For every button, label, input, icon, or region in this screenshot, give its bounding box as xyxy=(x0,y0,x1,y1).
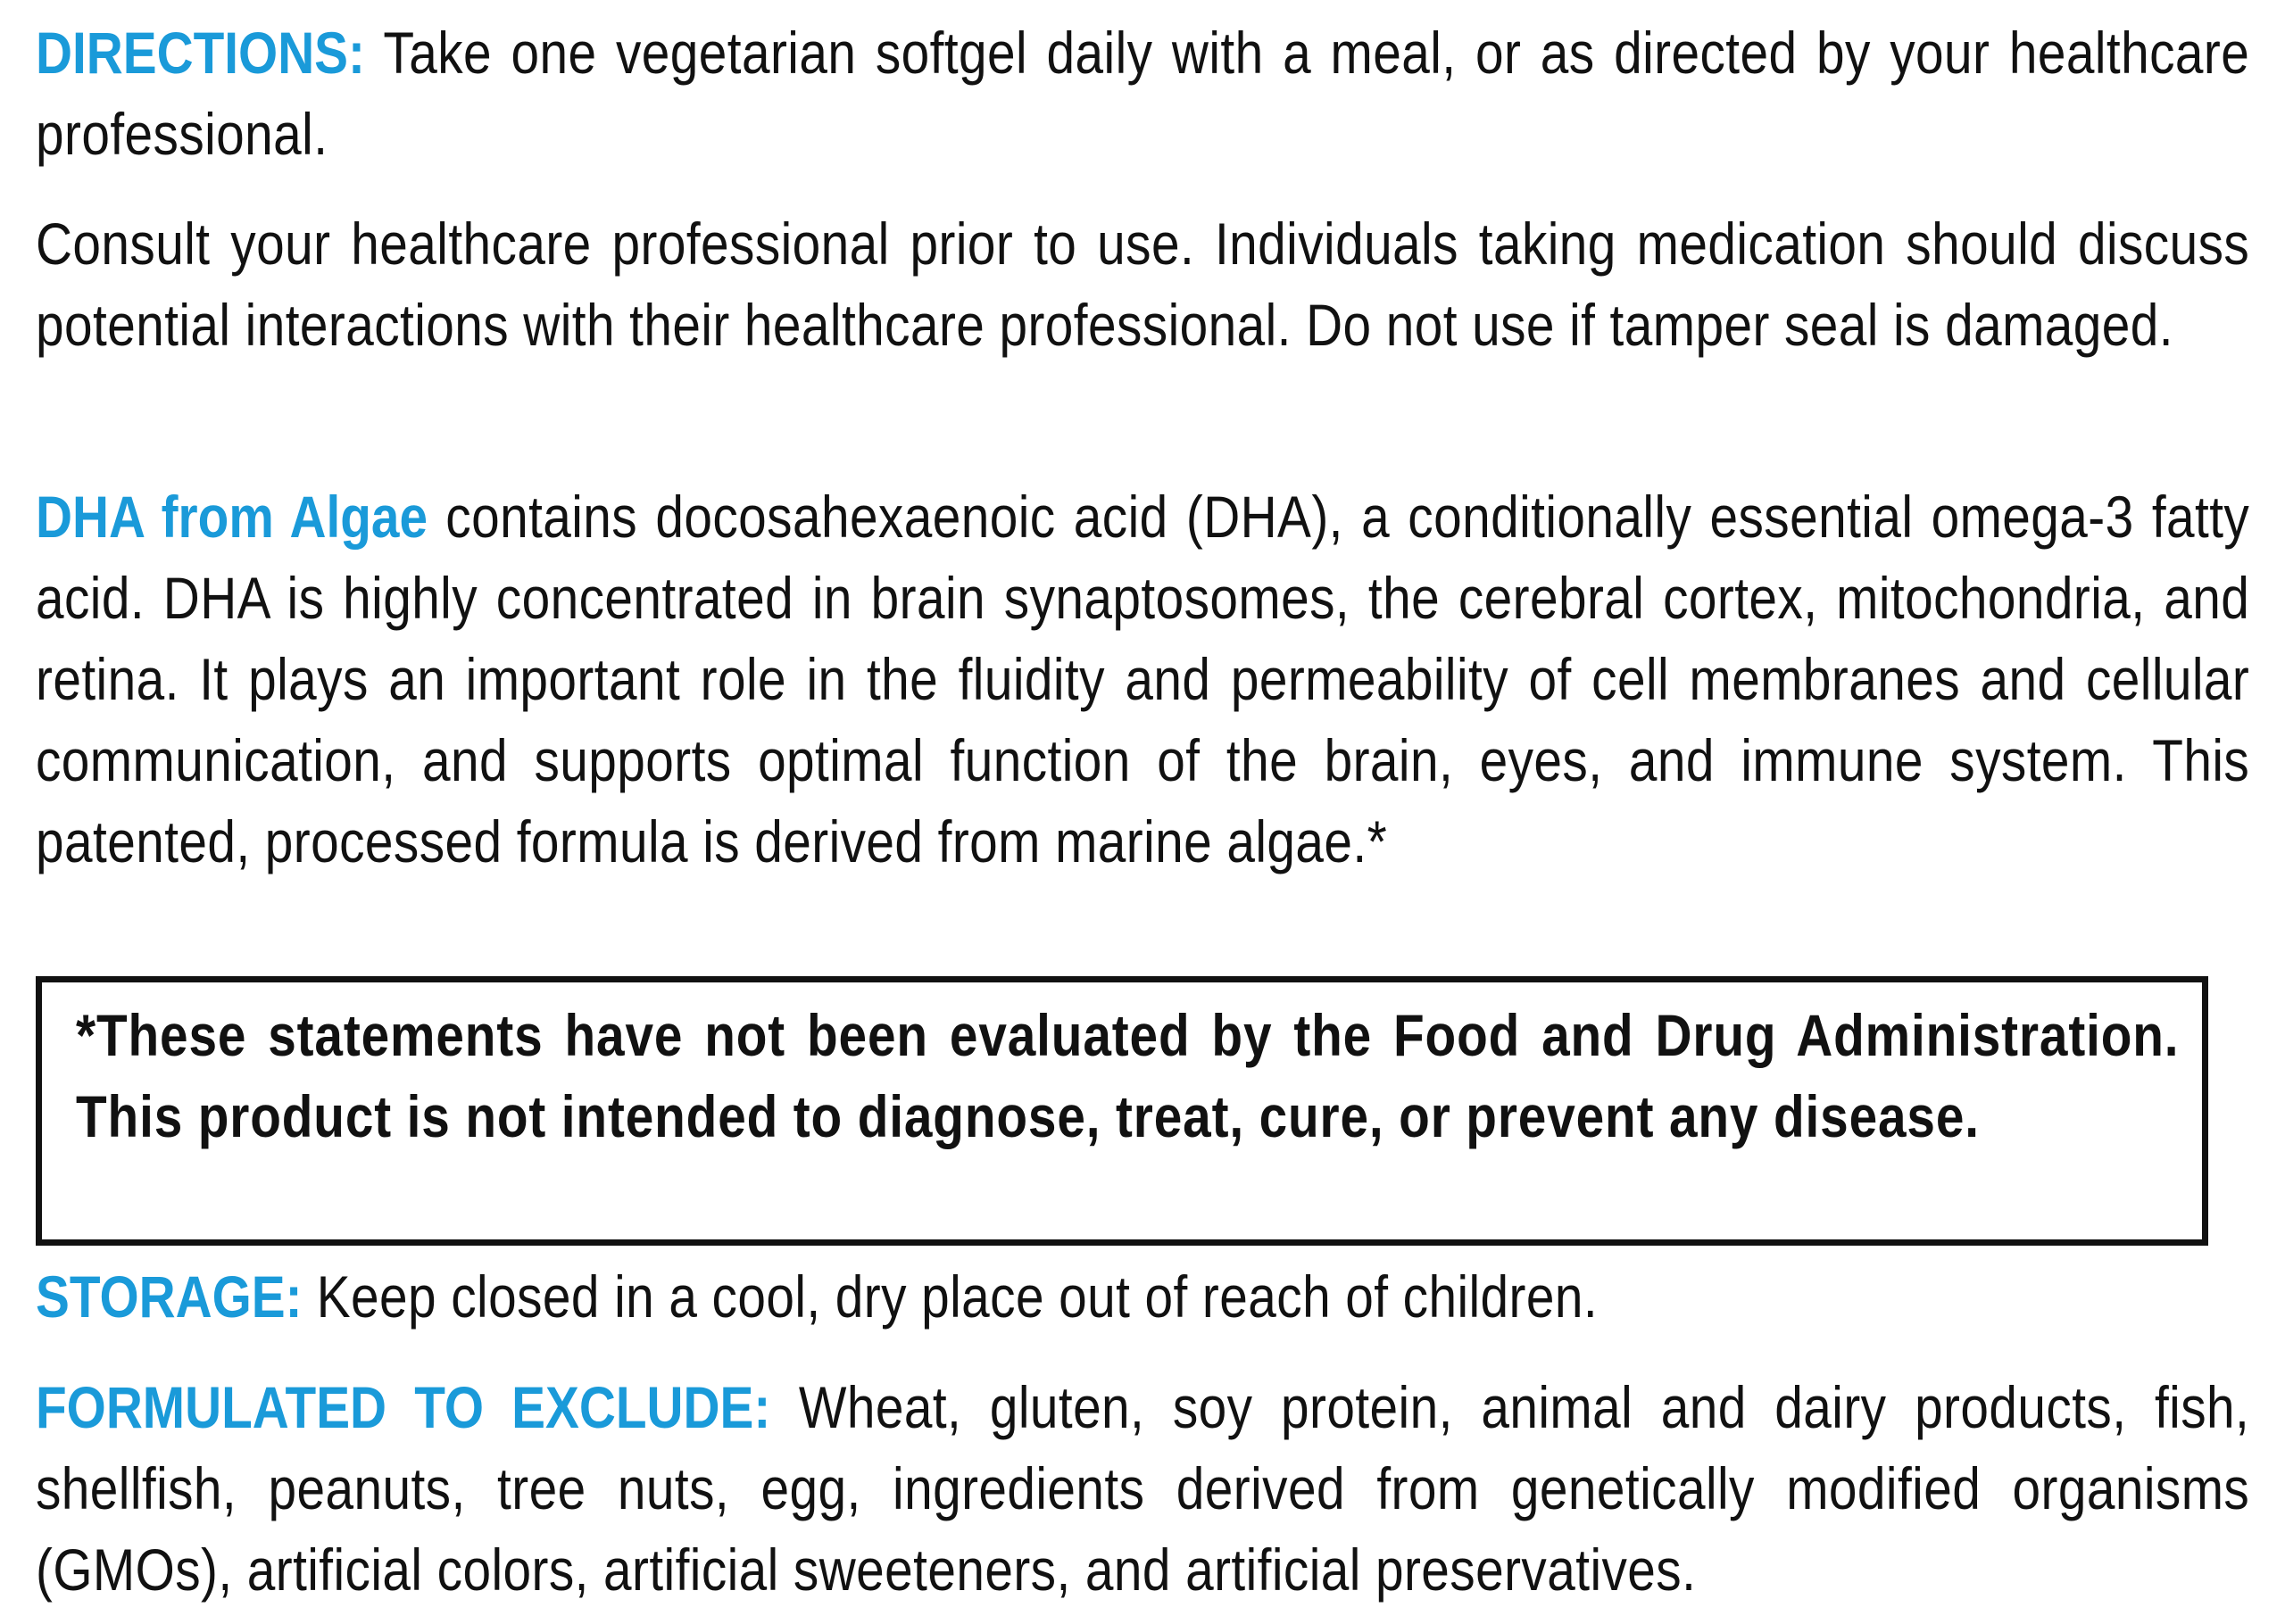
directions-paragraph xyxy=(36,12,2249,175)
directions-text: Take one vegetarian softgel daily with a meal, or as directed by your healthcare professional. xyxy=(36,20,2250,167)
storage-heading: STORAGE: xyxy=(36,1264,303,1330)
exclude-text: Wheat, gluten, soy protein, animal and dairy products, fish, shellfish, peanuts, tree nuts, egg, ingredients derived from genetically modified organisms (GMOs), artificial colors, artificial sweeteners, and artificial preservatives. xyxy=(36,1374,2250,1603)
exclude-heading: FORMULATED TO EXCLUDE: xyxy=(36,1374,771,1440)
fda-disclaimer-text: *These statements have not been evaluated by the Food and Drug Administration. This product is not intended to diagnose, treat, cure, or prevent any disease. xyxy=(76,1002,2180,1149)
storage-paragraph xyxy=(36,1256,2249,1338)
dha-description-paragraph xyxy=(36,476,2249,882)
consult-paragraph xyxy=(36,203,2249,366)
dha-text: contains docosahexaenoic acid (DHA), a conditionally essential omega-3 fatty acid. DHA is highly concentrated in brain synaptosomes, the cerebral cortex, mitochondria, and retina. It plays an important role in the fluidity and permeability of cell membranes and cellular communication, and supports optimal function of the brain, eyes, and immune system. This patented, processed formula is derived from marine algae.* xyxy=(36,484,2250,874)
exclude-paragraph xyxy=(36,1367,2249,1611)
directions-heading: DIRECTIONS: xyxy=(36,20,365,86)
consult-text: Consult your healthcare professional prior to use. Individuals taking medication should discuss potential interactions with their healthcare professional. Do not use if tamper seal is damaged. xyxy=(36,211,2250,358)
fda-disclaimer-box xyxy=(36,976,2208,1246)
dha-heading: DHA from Algae xyxy=(36,484,428,550)
supplement-label-panel xyxy=(36,12,2249,1619)
storage-text: Keep closed in a cool, dry place out of reach of children. xyxy=(302,1264,1599,1330)
